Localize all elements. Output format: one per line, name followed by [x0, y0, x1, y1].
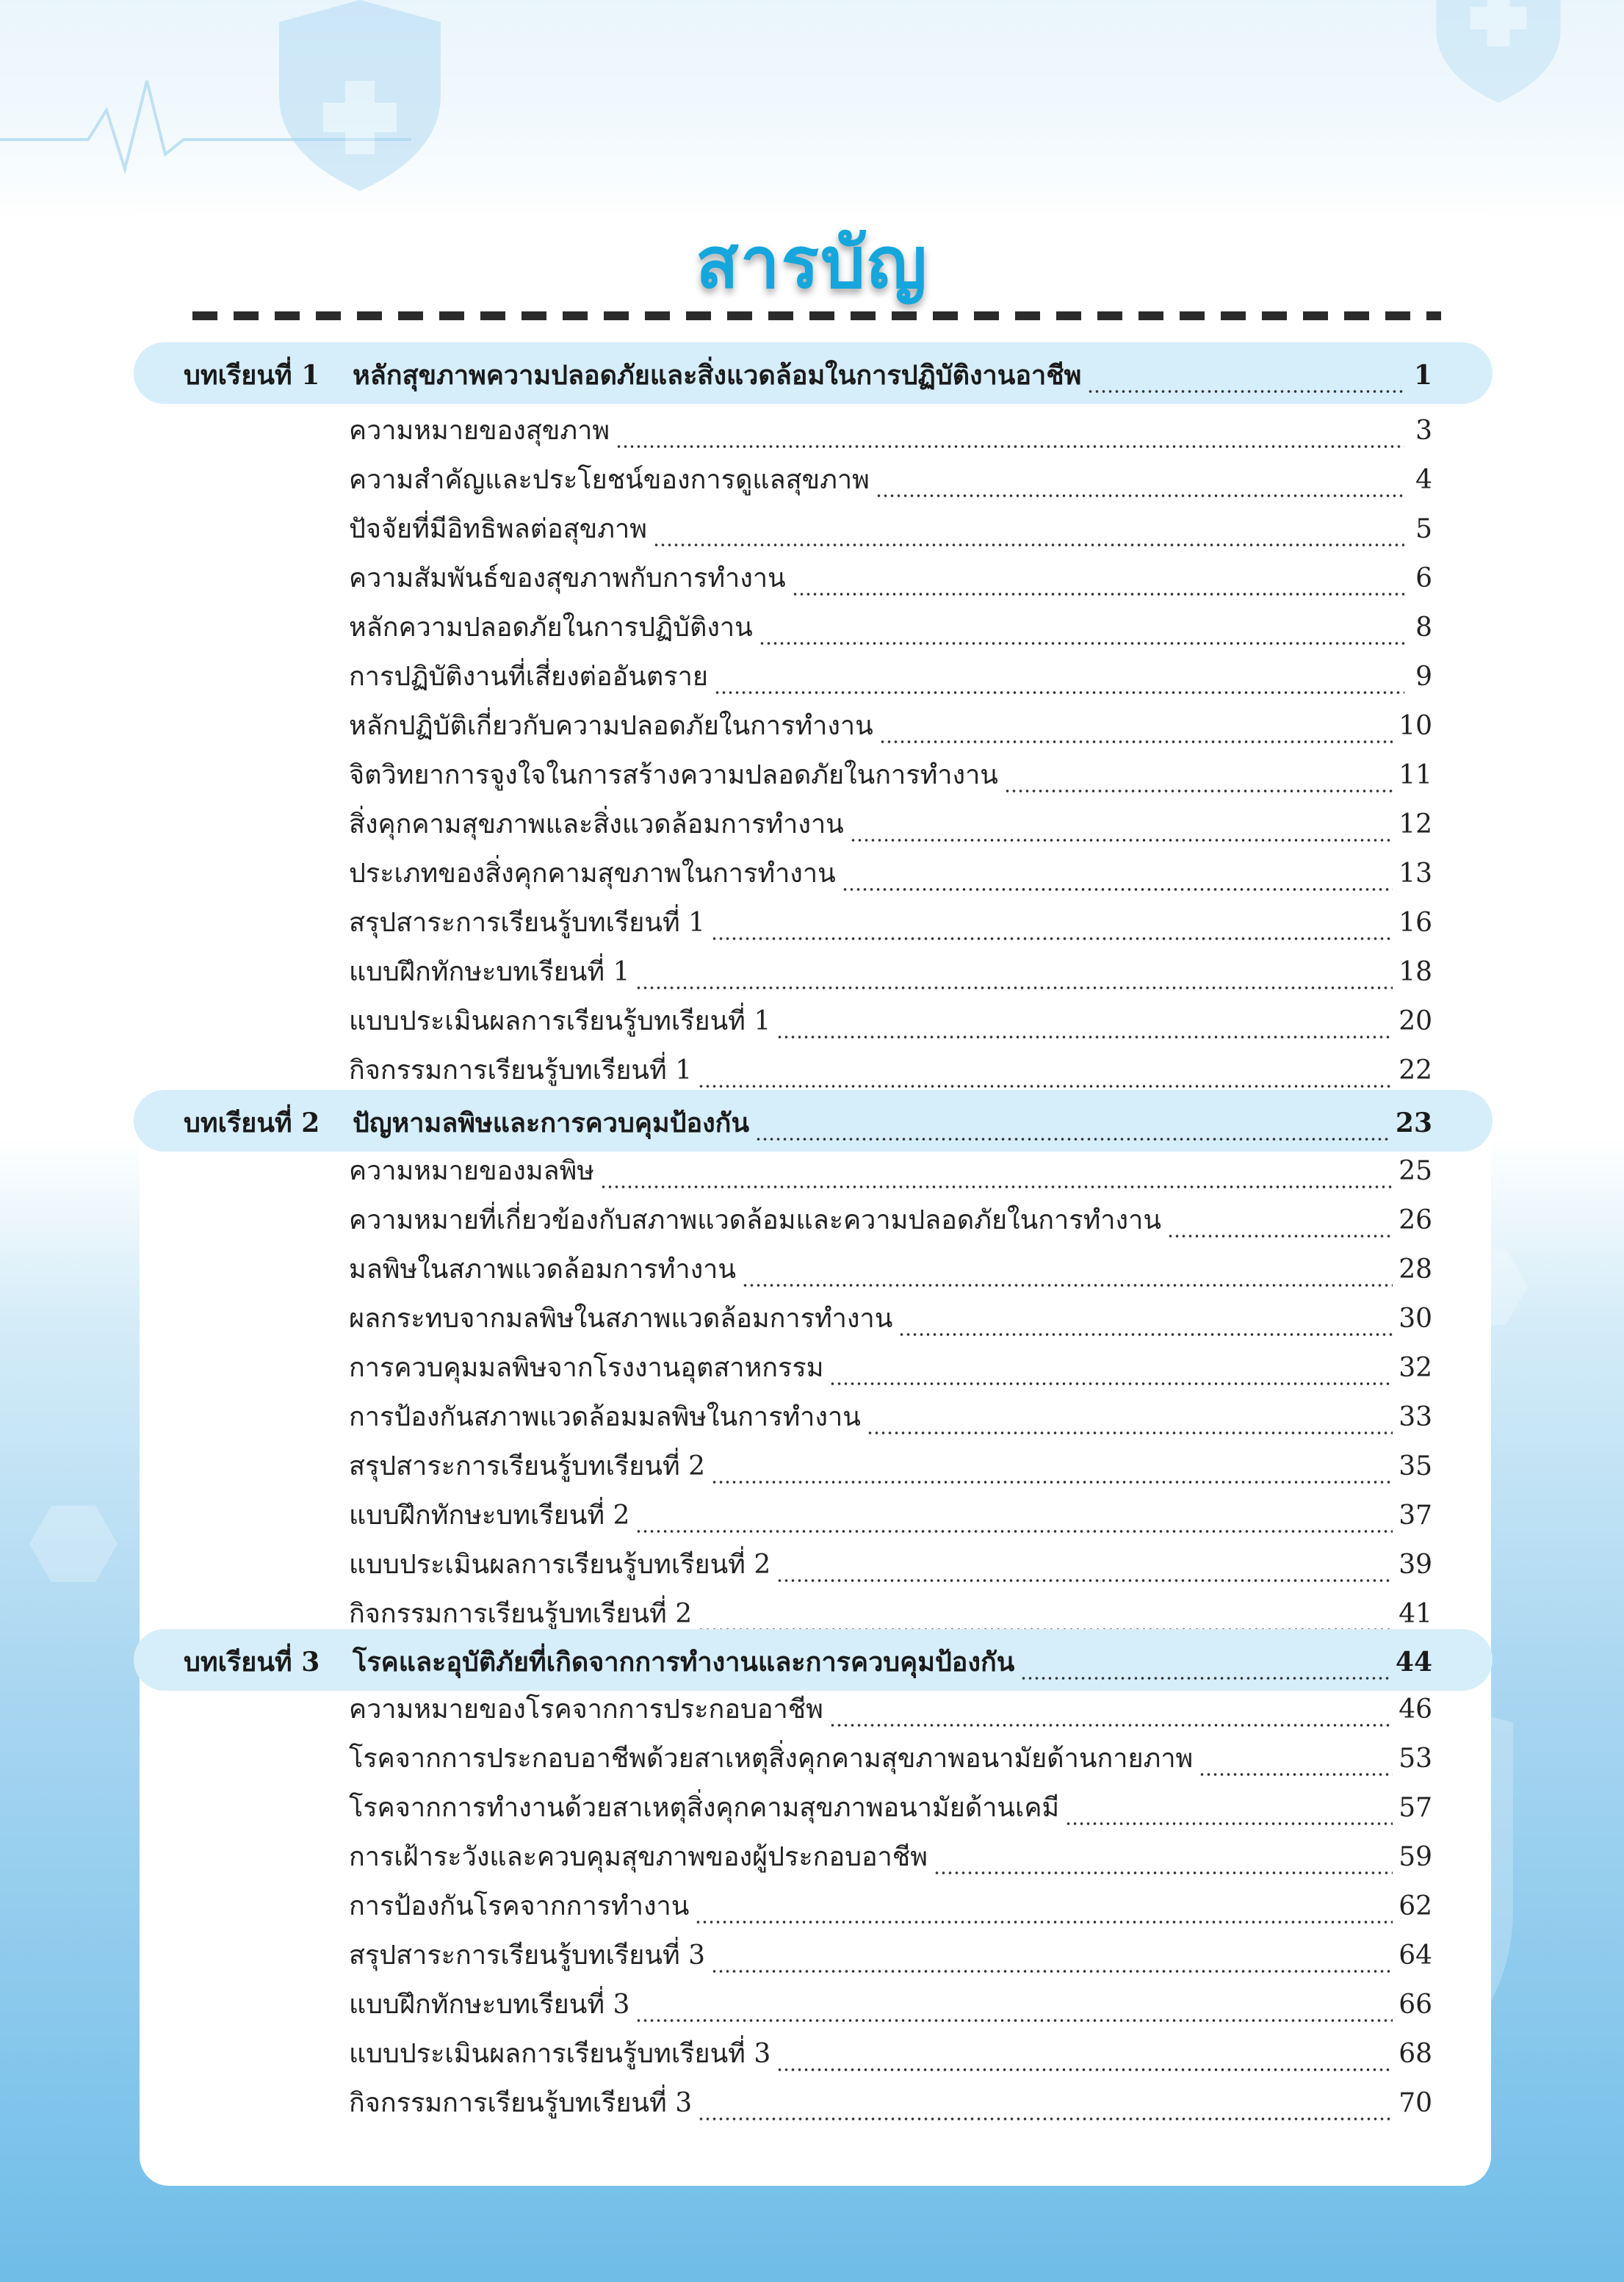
page-number: 22	[1399, 1055, 1432, 1086]
toc-entry-label: หลักความปลอดภัยในการปฏิบัติงาน	[349, 613, 753, 643]
toc-entry[interactable]	[349, 1786, 1432, 1835]
toc-entry-label: สรุปสาระการเรียนรู้บทเรียนที่ 2	[349, 1451, 706, 1481]
chapter-heading[interactable]	[184, 354, 1432, 402]
toc-entry[interactable]	[349, 1297, 1432, 1346]
leader-dots	[1020, 1676, 1389, 1680]
page-number: 4	[1415, 465, 1432, 495]
toc-entry-label: ความสำคัญและประโยชน์ของการดูแลสุขภาพ	[349, 465, 870, 495]
toc-entry-label: ความหมายของโรคจากการประกอบอาชีพ	[349, 1694, 823, 1725]
toc-entry[interactable]	[349, 508, 1432, 556]
medical-shield-icon	[1425, 0, 1572, 103]
leader-dots	[635, 2018, 1393, 2023]
toc-entry-label: ผลกระทบจากมลพิษในสภาพแวดล้อมการทำงาน	[349, 1304, 893, 1334]
leader-dots	[695, 1920, 1393, 1924]
toc-entry[interactable]	[349, 901, 1432, 950]
toc-entry[interactable]	[349, 1494, 1432, 1542]
toc-entry[interactable]	[349, 1885, 1432, 1933]
toc-entry-label: แบบฝึกทักษะบทเรียนที่ 3	[349, 1990, 630, 2020]
page-number: 3	[1415, 416, 1432, 446]
page-number: 23	[1395, 1108, 1432, 1138]
toc-entry[interactable]	[349, 458, 1432, 507]
toc-entry[interactable]	[349, 1149, 1432, 1198]
page-number: 18	[1399, 957, 1432, 987]
page-number: 8	[1415, 613, 1432, 643]
leader-dots	[934, 1871, 1393, 1875]
page-number: 5	[1415, 514, 1432, 544]
toc-entry[interactable]	[349, 1688, 1432, 1736]
toc-entry-label: การควบคุมมลพิษจากโรงงานอุตสาหกรรม	[349, 1353, 824, 1383]
toc-entry[interactable]	[349, 1395, 1432, 1444]
toc-entry[interactable]	[349, 409, 1432, 458]
leader-dots	[711, 1969, 1393, 1974]
page-number: 39	[1399, 1550, 1432, 1580]
leader-dots	[850, 838, 1393, 842]
leader-dots	[776, 1035, 1393, 1039]
toc-entry[interactable]	[349, 1934, 1432, 1982]
medical-shield-icon	[279, 0, 441, 191]
leader-dots	[635, 1529, 1393, 1534]
page-number: 30	[1399, 1304, 1432, 1334]
toc-entry[interactable]	[349, 1543, 1432, 1592]
leader-dots	[829, 1723, 1393, 1727]
leader-dots	[792, 592, 1404, 596]
toc-entry[interactable]	[349, 950, 1432, 999]
toc-entry-label: การป้องกันโรคจากการทำงาน	[349, 1891, 690, 1921]
leader-dots	[1065, 1821, 1393, 1826]
leader-dots	[755, 1137, 1390, 1141]
toc-entry[interactable]	[349, 655, 1432, 704]
toc-entry[interactable]	[349, 1248, 1432, 1296]
page-number: 16	[1399, 908, 1432, 938]
leader-dots	[600, 1185, 1393, 1189]
page-number: 25	[1399, 1156, 1432, 1186]
toc-entry-label: โรคจากการประกอบอาชีพด้วยสาเหตุสิ่งคุกคามสุขภาพอนามัยด้านกายภาพ	[349, 1744, 1194, 1774]
toc-entry-label: สรุปสาระการเรียนรู้บทเรียนที่ 1	[349, 908, 706, 938]
toc-entry-label: ความหมายของสุขภาพ	[349, 416, 610, 446]
toc-entry-label: ปัจจัยที่มีอิทธิพลต่อสุขภาพ	[349, 514, 647, 544]
page-number: 59	[1399, 1842, 1432, 1872]
toc-entry-label: มลพิษในสภาพแวดล้อมการทำงาน	[349, 1254, 736, 1285]
page-number: 9	[1415, 662, 1432, 692]
toc-entry[interactable]	[349, 1737, 1432, 1785]
toc-entry-label: การป้องกันสภาพแวดล้อมมลพิษในการทำงาน	[349, 1402, 861, 1432]
toc-entry-label: แบบประเมินผลการเรียนรู้บทเรียนที่ 2	[349, 1550, 771, 1580]
toc-entry-label: สรุปสาระการเรียนรู้บทเรียนที่ 3	[349, 1940, 706, 1971]
leader-dots	[898, 1332, 1393, 1337]
leader-dots	[867, 1431, 1393, 1435]
page-number: 35	[1399, 1451, 1432, 1481]
toc-entry-label: แบบประเมินผลการเรียนรู้บทเรียนที่ 3	[349, 2039, 771, 2069]
leader-dots	[653, 543, 1404, 547]
chapter-heading[interactable]	[184, 1641, 1432, 1689]
toc-entry-label: จิตวิทยาการจูงใจในการสร้างความปลอดภัยในการทำงาน	[349, 760, 998, 790]
toc-entry-label: ความหมายของมลพิษ	[349, 1156, 595, 1186]
toc-entry[interactable]	[349, 1000, 1432, 1048]
leader-dots	[876, 494, 1404, 498]
toc-entry[interactable]	[349, 1346, 1432, 1395]
page-number: 32	[1399, 1353, 1432, 1383]
toc-entry[interactable]	[349, 2032, 1432, 2081]
page-number: 64	[1399, 1940, 1432, 1971]
leader-dots	[1004, 789, 1393, 793]
chapter-title: ปัญหามลพิษและการควบคุมป้องกัน	[353, 1108, 750, 1138]
toc-entry-label: แบบประเมินผลการเรียนรู้บทเรียนที่ 1	[349, 1006, 771, 1036]
leader-dots	[711, 1480, 1393, 1484]
toc-entry[interactable]	[349, 1983, 1432, 2032]
page-number: 13	[1399, 859, 1432, 889]
leader-dots	[776, 1578, 1393, 1583]
toc-entry[interactable]	[349, 2081, 1432, 2130]
page-title: สารบัญ	[696, 222, 928, 304]
page-number: 44	[1395, 1647, 1432, 1678]
page-number: 11	[1399, 760, 1432, 790]
page-number: 1	[1413, 360, 1432, 391]
toc-entry[interactable]	[349, 1199, 1432, 1247]
page-number: 46	[1399, 1694, 1432, 1725]
hexagon-decoration	[29, 1506, 118, 1582]
toc-entry-label: การปฏิบัติงานที่เสี่ยงต่ออันตราย	[349, 662, 708, 692]
toc-entry-label: แบบฝึกทักษะบทเรียนที่ 1	[349, 957, 630, 987]
toc-entry[interactable]	[349, 1445, 1432, 1493]
chapter-title: โรคและอุบัติภัยที่เกิดจากการทำงานและการควบคุมป้องกัน	[353, 1647, 1015, 1678]
chapter-number: บทเรียนที่ 3	[184, 1647, 320, 1678]
leader-dots	[698, 1084, 1393, 1088]
leader-dots	[879, 740, 1393, 744]
toc-entry-label: หลักปฏิบัติเกี่ยวกับความปลอดภัยในการทำงาน	[349, 711, 873, 741]
leader-dots	[698, 2117, 1393, 2121]
toc-entry[interactable]	[349, 754, 1432, 802]
toc-entry-label: กิจกรรมการเรียนรู้บทเรียนที่ 3	[349, 2088, 693, 2118]
toc-entry-label: กิจกรรมการเรียนรู้บทเรียนที่ 1	[349, 1055, 693, 1086]
page-number: 10	[1399, 711, 1432, 741]
leader-dots	[776, 2068, 1393, 2072]
toc-entry[interactable]	[349, 803, 1432, 851]
toc-entry-label: กิจกรรมการเรียนรู้บทเรียนที่ 2	[349, 1599, 693, 1629]
chapter-number: บทเรียนที่ 1	[184, 360, 320, 391]
page-number: 70	[1399, 2088, 1432, 2118]
page-number: 68	[1399, 2039, 1432, 2069]
page-number: 66	[1399, 1990, 1432, 2020]
leader-dots	[829, 1382, 1393, 1386]
page-number: 28	[1399, 1254, 1432, 1285]
toc-entry-label: สิ่งคุกคามสุขภาพและสิ่งแวดล้อมการทำงาน	[349, 809, 844, 839]
toc-entry-label: โรคจากการทำงานด้วยสาเหตุสิ่งคุกคามสุขภาพอนามัยด้านเคมี	[349, 1793, 1060, 1823]
leader-dots	[714, 690, 1404, 695]
toc-entry[interactable]	[349, 1835, 1432, 1884]
page-number: 62	[1399, 1891, 1432, 1921]
leader-dots	[711, 936, 1393, 941]
leader-dots	[842, 887, 1393, 892]
chapter-heading[interactable]	[184, 1102, 1432, 1150]
leader-dots	[1199, 1772, 1393, 1777]
leader-dots	[616, 444, 1404, 449]
toc-entry-label: แบบฝึกทักษะบทเรียนที่ 2	[349, 1501, 630, 1531]
leader-dots	[635, 986, 1393, 990]
page-number: 41	[1399, 1599, 1432, 1629]
title-divider	[192, 311, 1441, 320]
page-number: 53	[1399, 1744, 1432, 1774]
toc-entry[interactable]	[349, 852, 1432, 900]
chapter-number: บทเรียนที่ 2	[184, 1108, 320, 1138]
page-number: 33	[1399, 1402, 1432, 1432]
toc-entry[interactable]	[349, 704, 1432, 753]
leader-dots	[742, 1283, 1393, 1288]
leader-dots	[759, 641, 1404, 646]
chapter-title: หลักสุขภาพความปลอดภัยและสิ่งแวดล้อมในการปฏิบัติงานอาชีพ	[353, 360, 1082, 391]
toc-entry[interactable]	[349, 606, 1432, 654]
toc-entry-label: การเฝ้าระวังและควบคุมสุขภาพของผู้ประกอบอาชีพ	[349, 1842, 928, 1872]
page-number: 20	[1399, 1006, 1432, 1036]
page-number: 26	[1399, 1205, 1432, 1235]
toc-entry-label: ประเภทของสิ่งคุกคามสุขภาพในการทำงาน	[349, 859, 836, 889]
page-number: 12	[1399, 809, 1432, 839]
page-number: 6	[1415, 563, 1432, 593]
leader-dots	[1167, 1234, 1393, 1238]
leader-dots	[1087, 389, 1404, 394]
toc-entry-label: ความหมายที่เกี่ยวข้องกับสภาพแวดล้อมและความปลอดภัยในการทำงาน	[349, 1205, 1161, 1235]
page-number: 37	[1399, 1501, 1432, 1531]
page-number: 57	[1399, 1793, 1432, 1823]
toc-entry[interactable]	[349, 557, 1432, 605]
toc-entry-label: ความสัมพันธ์ของสุขภาพกับการทำงาน	[349, 563, 786, 593]
